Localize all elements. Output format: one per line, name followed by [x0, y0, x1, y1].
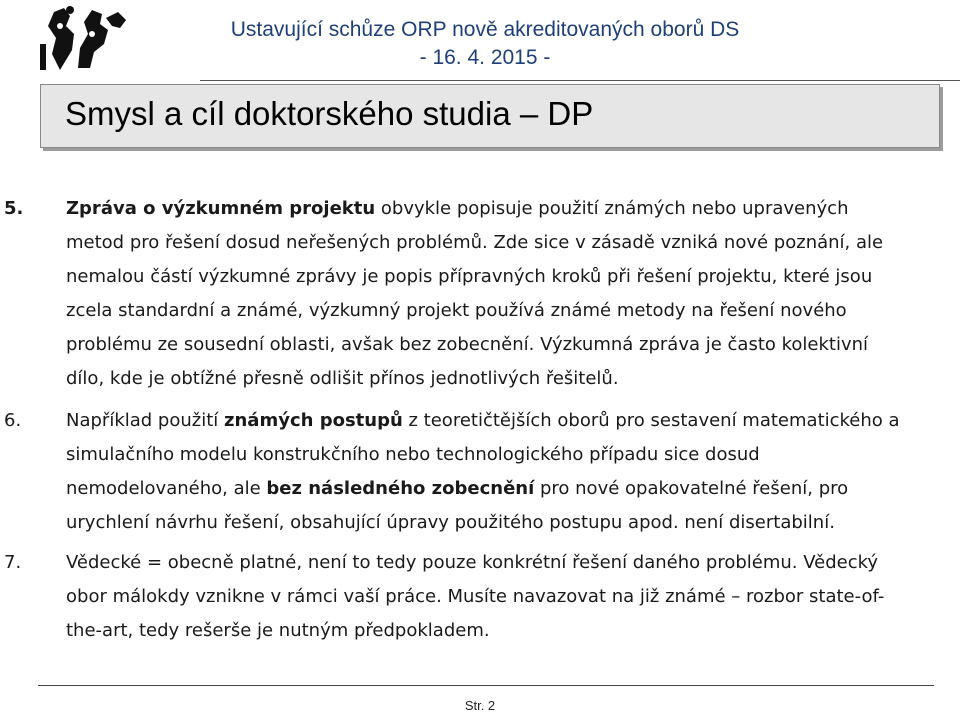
bold-term: Zpráva o výzkumném projektu — [66, 198, 376, 219]
list-item-text — [66, 546, 960, 648]
text-line: obor málokdy vznikne v rámci vaší práce. Musíte navazovat na již známé – rozbor state-of- — [66, 586, 885, 607]
text-line: simulačního modelu konstrukčního nebo technologického případu sice dosud — [66, 444, 760, 465]
text-line: dílo, kde je obtížné přesně odlišit přínos jednotlivých řešitelů. — [66, 368, 619, 389]
text-line: zcela standardní a známé, výzkumný projekt používá známé metody na řešení nového — [66, 300, 847, 321]
text-line: Například použití známých postupů z teoretičtějších oborů pro sestavení matematického a — [66, 410, 900, 431]
text-line: metod pro řešení dosud neřešených problémů. Zde sice v zásadě vzniká nové poznání, ale — [66, 232, 884, 253]
text-line: nemodelovaného, ale bez následného zobecnění pro nové opakovatelné řešení, pro — [66, 478, 849, 499]
bold-term: bez následného zobecnění — [266, 478, 535, 499]
lion-emblem-icon — [30, 4, 130, 74]
list-item-number: 6. — [4, 410, 22, 431]
list-item-number: 5. — [4, 198, 24, 219]
footer-divider — [38, 685, 934, 686]
text-line: Zpráva o výzkumném projektu obvykle popisuje použití známých nebo upravených — [66, 198, 849, 219]
header-title-line: Ustavující schůze ORP nově akreditovaných oborů DS — [230, 18, 740, 41]
list-item-text — [66, 192, 960, 396]
text-line: the-art, tedy rešerše je nutným předpokladem. — [66, 620, 490, 641]
university-logo — [30, 4, 130, 74]
bold-term: známých postupů — [224, 410, 403, 431]
list-item-text — [66, 404, 960, 540]
header-date-line: - 16. 4. 2015 - — [419, 46, 551, 69]
text-line: nemalou částí výzkumné zprávy je popis přípravných kroků při řešení projektu, které jsou — [66, 266, 873, 287]
slide-title: Smysl a cíl doktorského studia – DP — [65, 95, 594, 132]
slide-title-box — [40, 84, 940, 148]
presentation-header — [200, 16, 770, 72]
header-divider — [200, 80, 960, 81]
text-line: problému ze sousední oblasti, avšak bez zobecnění. Výzkumná zpráva je často kolektivní — [66, 334, 869, 355]
text-line: Vědecké = obecně platné, není to tedy pouze konkrétní řešení daného problému. Vědecký — [66, 552, 879, 573]
list-item-number: 7. — [4, 552, 22, 573]
page-number: Str. 2 — [464, 698, 496, 713]
text-line: urychlení návrhu řešení, obsahující úpravy použitého postupu apod. není disertabilní. — [66, 512, 835, 533]
